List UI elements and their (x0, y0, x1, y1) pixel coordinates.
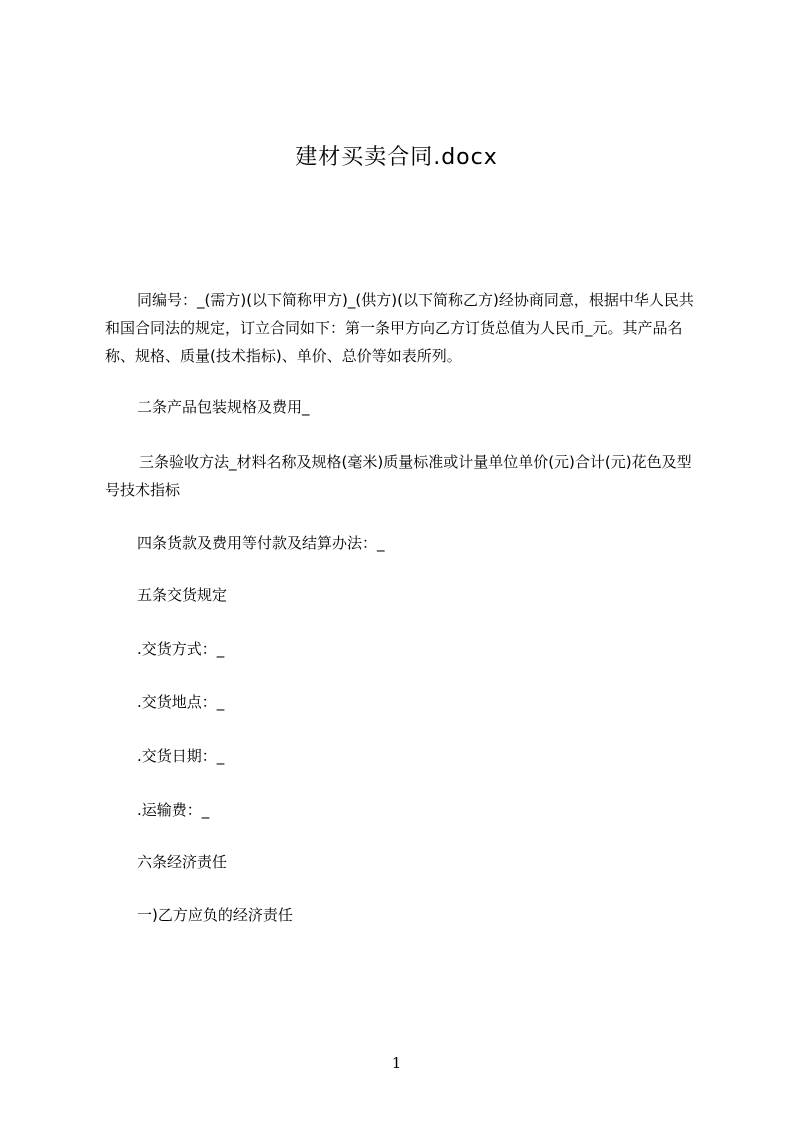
delivery-method: .交货方式：_ (137, 640, 225, 658)
supplier-liability-heading: 一)乙方应负的经济责任 (137, 906, 293, 924)
contract-intro-paragraph: 同编号：_(需方)(以下简称甲方)_(供方)(以下简称乙方)经协商同意，根据中华人民共和国合同法的规定，订立合同如下：第一条甲方向乙方订货总值为人民币_元。其产品名称、规格、质量(技术指标)、单价、总价等如表所列。 (105, 291, 694, 365)
document-title: 建材买卖合同.docx (295, 145, 498, 170)
clause-2-packaging: 二条产品包装规格及费用_ (137, 398, 310, 416)
clause-4-payment: 四条货款及费用等付款及结算办法：_ (137, 534, 385, 552)
delivery-date: .交货日期：_ (137, 747, 225, 765)
transport-fee: .运输费：_ (137, 801, 210, 819)
clause-5-delivery: 五条交货规定 (137, 586, 228, 604)
clause-6-liability: 六条经济责任 (137, 853, 228, 871)
page-number: 1 (391, 1054, 402, 1072)
delivery-location: .交货地点：_ (137, 693, 225, 711)
clause-3-inspection: 三条验收方法_材料名称及规格(毫米)质量标准或计量单位单价(元)合计(元)花色及型号技术指标 (105, 453, 692, 499)
